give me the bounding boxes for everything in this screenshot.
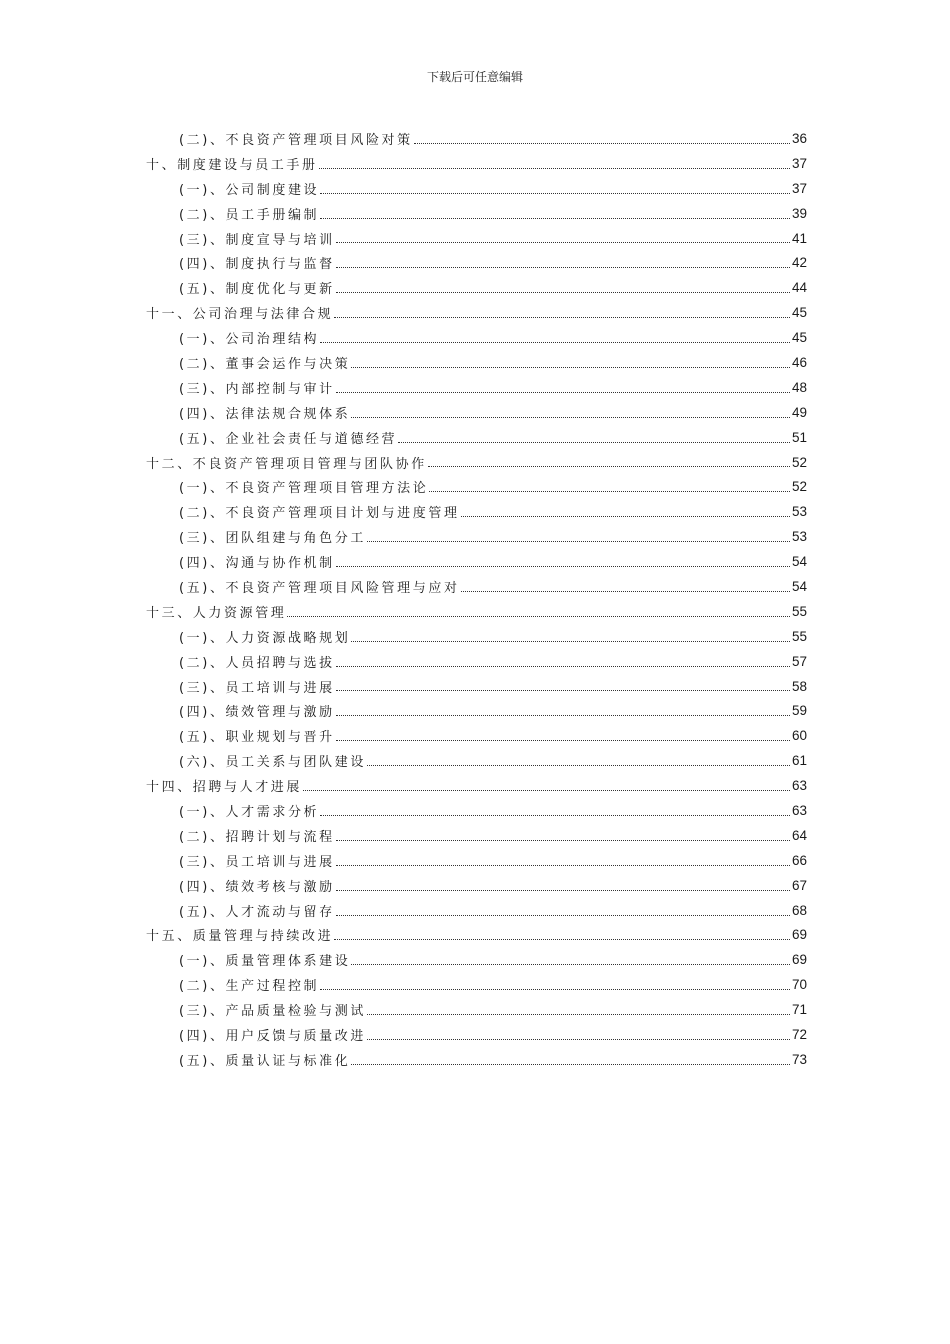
- toc-chapter-entry[interactable]: [0, 151, 950, 176]
- toc-entry-title: (五)、质量认证与标准化: [179, 1053, 351, 1069]
- toc-entry-title: (二)、董事会运作与决策: [179, 356, 351, 372]
- toc-dot-leader: [320, 988, 790, 990]
- toc-section-entry[interactable]: [0, 972, 950, 997]
- toc-dot-leader: [429, 490, 790, 492]
- toc-dot-leader: [336, 266, 790, 268]
- toc-dot-leader: [336, 565, 790, 567]
- toc-entry-page-number: 54: [791, 578, 807, 594]
- toc-entry-title: 十五、质量管理与持续改进: [146, 929, 334, 945]
- toc-section-entry[interactable]: [0, 997, 950, 1022]
- toc-entry-title: (五)、制度优化与更新: [179, 282, 335, 298]
- toc-entry-title: (六)、员工关系与团队建设: [179, 755, 366, 771]
- toc-chapter-entry[interactable]: [0, 923, 950, 948]
- toc-entry-page-number: 57: [791, 653, 807, 669]
- toc-dot-leader: [336, 839, 790, 841]
- toc-dot-leader: [367, 764, 790, 766]
- toc-entry-page-number: 44: [791, 280, 807, 296]
- toc-entry-title: (二)、生产过程控制: [179, 979, 320, 995]
- toc-entry-page-number: 36: [791, 130, 807, 146]
- toc-dot-leader: [351, 1063, 790, 1065]
- toc-entry-title: 十、制度建设与员工手册: [146, 157, 318, 173]
- toc-section-entry[interactable]: [0, 524, 950, 549]
- toc-section-entry[interactable]: [0, 823, 950, 848]
- toc-dot-leader: [367, 1038, 790, 1040]
- toc-entry-page-number: 45: [791, 330, 807, 346]
- toc-section-entry[interactable]: [0, 325, 950, 350]
- toc-entry-page-number: 64: [791, 827, 807, 843]
- toc-entry-title: (二)、招聘计划与流程: [179, 829, 335, 845]
- toc-dot-leader: [336, 739, 790, 741]
- toc-dot-leader: [428, 465, 790, 467]
- toc-entry-page-number: 55: [791, 628, 807, 644]
- toc-dot-leader: [367, 1013, 790, 1015]
- toc-chapter-entry[interactable]: [0, 450, 950, 475]
- toc-section-entry[interactable]: [0, 176, 950, 201]
- toc-entry-page-number: 69: [791, 927, 807, 943]
- toc-entry-title: (一)、质量管理体系建设: [179, 954, 351, 970]
- toc-entry-page-number: 37: [791, 180, 807, 196]
- toc-dot-leader: [351, 963, 790, 965]
- toc-dot-leader: [287, 615, 790, 617]
- toc-entry-page-number: 51: [791, 429, 807, 445]
- toc-entry-title: (四)、用户反馈与质量改进: [179, 1029, 366, 1044]
- toc-entry-title: (五)、职业规划与晋升: [179, 730, 335, 746]
- toc-section-entry[interactable]: [0, 400, 950, 425]
- toc-section-entry[interactable]: [0, 1022, 950, 1047]
- toc-dot-leader: [351, 640, 790, 642]
- toc-entry-page-number: 60: [791, 728, 807, 744]
- toc-section-entry[interactable]: [0, 250, 950, 275]
- toc-dot-leader: [336, 689, 790, 691]
- toc-entry-title: 十四、招聘与人才进展: [146, 780, 303, 796]
- toc-dot-leader: [461, 590, 790, 592]
- toc-dot-leader: [320, 192, 790, 194]
- toc-entry-title: (一)、公司治理结构: [179, 332, 320, 348]
- toc-dot-leader: [351, 416, 790, 418]
- toc-entry-title: (四)、沟通与协作机制: [179, 556, 335, 572]
- toc-entry-title: (一)、不良资产管理项目管理方法论: [179, 481, 429, 497]
- toc-entry-title: (二)、人员招聘与选拔: [179, 655, 335, 671]
- toc-entry-title: (二)、不良资产管理项目计划与进度管理: [179, 506, 460, 522]
- toc-dot-leader: [461, 515, 790, 517]
- toc-dot-leader: [336, 291, 790, 293]
- toc-entry-page-number: 71: [791, 1002, 807, 1018]
- toc-entry-page-number: 41: [791, 230, 807, 246]
- toc-entry-page-number: 46: [791, 354, 807, 370]
- toc-section-entry[interactable]: [0, 574, 950, 599]
- toc-entry-page-number: 70: [791, 977, 807, 993]
- toc-entry-title: (四)、绩效考核与激励: [179, 879, 335, 895]
- toc-entry-page-number: 66: [791, 852, 807, 868]
- toc-section-entry[interactable]: [0, 723, 950, 748]
- toc-entry-title: (一)、人才需求分析: [179, 804, 320, 820]
- toc-dot-leader: [336, 864, 790, 866]
- toc-entry-page-number: 49: [791, 404, 807, 420]
- toc-dot-leader: [336, 241, 790, 243]
- toc-entry-title: (二)、员工手册编制: [179, 207, 320, 223]
- toc-entry-page-number: 39: [791, 205, 807, 221]
- toc-dot-leader: [351, 366, 790, 368]
- toc-entry-title: (三)、制度宣导与培训: [179, 232, 335, 248]
- toc-entry-title: 十二、不良资产管理项目管理与团队协作: [146, 456, 427, 472]
- toc-section-entry[interactable]: [0, 898, 950, 923]
- toc-dot-leader: [320, 217, 790, 219]
- toc-section-entry[interactable]: [0, 698, 950, 723]
- toc-entry-page-number: 63: [791, 778, 807, 794]
- toc-entry-page-number: 48: [791, 379, 807, 395]
- toc-dot-leader: [303, 789, 790, 791]
- toc-entry-page-number: 54: [791, 554, 807, 570]
- toc-dot-leader: [398, 441, 790, 443]
- toc-section-entry[interactable]: [0, 624, 950, 649]
- toc-entry-title: 十一、公司治理与法律合规: [146, 307, 334, 323]
- toc-entry-title: (三)、团队组建与角色分工: [179, 531, 366, 547]
- toc-dot-leader: [367, 540, 790, 542]
- toc-section-entry[interactable]: [0, 848, 950, 873]
- toc-section-entry[interactable]: [0, 275, 950, 300]
- toc-section-entry[interactable]: [0, 873, 950, 898]
- toc-entry-page-number: 61: [791, 753, 807, 769]
- toc-dot-leader: [334, 316, 790, 318]
- toc-entry-title: (三)、产品质量检验与测试: [179, 1004, 366, 1020]
- toc-entry-page-number: 45: [791, 305, 807, 321]
- toc-dot-leader: [336, 714, 790, 716]
- toc-entry-page-number: 73: [791, 1051, 807, 1067]
- toc-entry-page-number: 72: [791, 1027, 807, 1042]
- toc-entry-page-number: 52: [791, 454, 807, 470]
- toc-section-entry[interactable]: [0, 649, 950, 674]
- toc-entry-page-number: 37: [791, 155, 807, 171]
- toc-dot-leader: [319, 167, 790, 169]
- toc-section-entry[interactable]: [0, 549, 950, 574]
- toc-entry-title: 十三、人力资源管理: [146, 605, 287, 621]
- toc-entry-page-number: 67: [791, 877, 807, 893]
- toc-dot-leader: [336, 914, 790, 916]
- toc-entry-page-number: 68: [791, 902, 807, 918]
- toc-entry-title: (五)、企业社会责任与道德经营: [179, 431, 398, 447]
- toc-dot-leader: [336, 391, 790, 393]
- toc-entry-page-number: 55: [791, 603, 807, 619]
- toc-entry-page-number: 63: [791, 802, 807, 818]
- toc-section-entry[interactable]: [0, 126, 950, 151]
- toc-entry-title: (四)、制度执行与监督: [179, 257, 335, 273]
- toc-entry-page-number: 59: [791, 703, 807, 719]
- toc-section-entry[interactable]: [0, 425, 950, 450]
- toc-section-entry[interactable]: [0, 947, 950, 972]
- toc-entry-title: (四)、绩效管理与激励: [179, 705, 335, 721]
- toc-section-entry[interactable]: [0, 226, 950, 251]
- toc-entry-title: (三)、员工培训与进展: [179, 680, 335, 696]
- toc-entry-title: (一)、人力资源战略规划: [179, 630, 351, 646]
- toc-dot-leader: [320, 814, 790, 816]
- toc-section-entry[interactable]: [0, 375, 950, 400]
- toc-section-entry[interactable]: [0, 499, 950, 524]
- toc-entry-title: (二)、不良资产管理项目风险对策: [179, 132, 413, 148]
- toc-section-entry[interactable]: [0, 748, 950, 773]
- toc-section-entry[interactable]: [0, 350, 950, 375]
- toc-entry-title: (五)、人才流动与留存: [179, 904, 335, 920]
- toc-entry-title: (三)、内部控制与审计: [179, 381, 335, 397]
- toc-chapter-entry[interactable]: [0, 773, 950, 798]
- toc-section-entry[interactable]: [0, 201, 950, 226]
- toc-dot-leader: [336, 889, 790, 891]
- toc-section-entry[interactable]: [0, 674, 950, 699]
- toc-chapter-entry[interactable]: [0, 599, 950, 624]
- toc-entry-page-number: 58: [791, 678, 807, 694]
- toc-entry-page-number: 69: [791, 952, 807, 968]
- toc-entry-title: (三)、员工培训与进展: [179, 854, 335, 870]
- toc-dot-leader: [320, 341, 790, 343]
- toc-entry-page-number: 53: [791, 529, 807, 545]
- toc-entry-page-number: 42: [791, 255, 807, 271]
- toc-section-entry[interactable]: [0, 798, 950, 823]
- page-header: 下载后可任意编辑: [426, 70, 523, 84]
- toc-entry-title: (五)、不良资产管理项目风险管理与应对: [179, 580, 460, 596]
- toc-dot-leader: [336, 665, 790, 667]
- toc-dot-leader: [414, 142, 790, 144]
- toc-section-entry[interactable]: [0, 1047, 950, 1072]
- toc-entry-page-number: 53: [791, 504, 807, 520]
- toc-dot-leader: [334, 938, 790, 940]
- toc-section-entry[interactable]: [0, 474, 950, 499]
- toc-entry-title: (一)、公司制度建设: [179, 182, 320, 198]
- toc-chapter-entry[interactable]: [0, 300, 950, 325]
- table-of-contents: [0, 126, 950, 1072]
- toc-entry-title: (四)、法律法规合规体系: [179, 406, 351, 422]
- toc-entry-page-number: 52: [791, 479, 807, 495]
